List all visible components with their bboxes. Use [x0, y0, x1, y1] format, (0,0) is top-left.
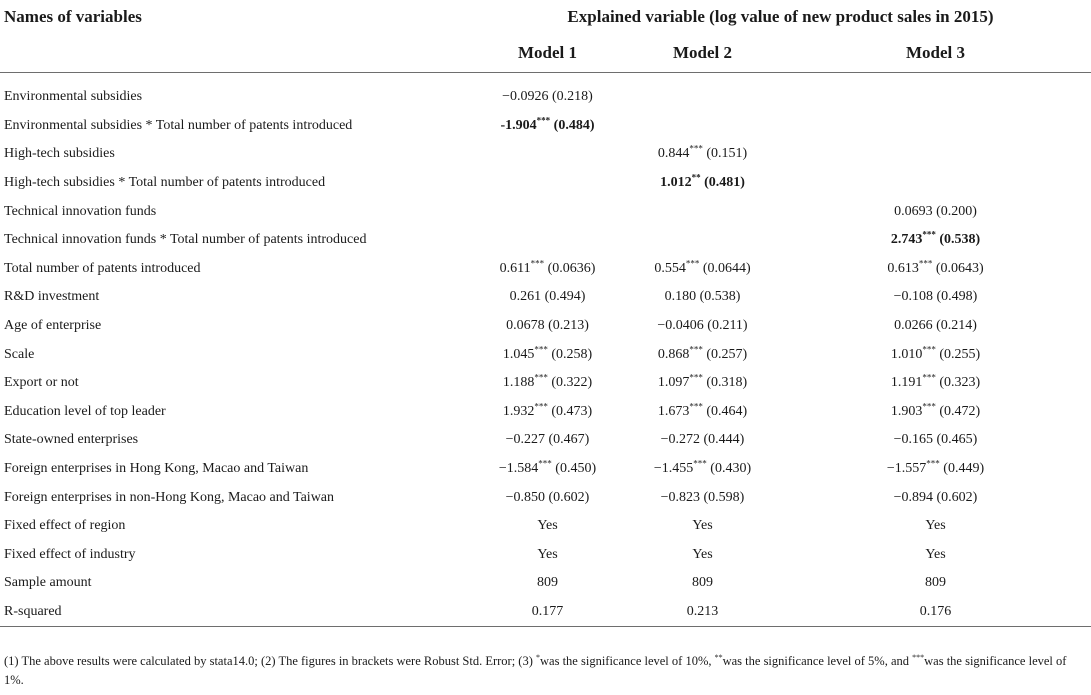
- blank-header-cell: [0, 34, 470, 73]
- coefficient: 0.868: [657, 346, 690, 362]
- model-1-value-cell: [470, 169, 625, 198]
- significance-stars: ***: [530, 258, 545, 269]
- model-1-value-cell: 809: [537, 575, 558, 591]
- standard-error: (0.322): [547, 375, 593, 391]
- model-3-value-cell: [780, 369, 1091, 398]
- variable-name-cell: Environmental subsidies * Total number of patents introduced: [4, 117, 353, 133]
- coefficient: 2.743: [890, 232, 923, 248]
- model-3-value-cell: [780, 398, 1091, 427]
- standard-error: (0.473): [547, 403, 593, 419]
- table-row: [0, 226, 1091, 255]
- header-row-1: [0, 0, 1091, 34]
- note-part-3: was the significance level of 5%, and: [722, 654, 913, 668]
- model-2-value-cell: [625, 226, 780, 255]
- model-3-header: Model 3: [905, 43, 966, 62]
- header-row-2: [0, 34, 1091, 73]
- standard-error: (0.318): [702, 375, 748, 391]
- model-2-value-cell: [625, 398, 780, 427]
- variable-name-cell: High-tech subsidies * Total number of patents introduced: [4, 175, 326, 191]
- model-2-value-cell: [625, 340, 780, 369]
- significance-stars: ***: [685, 258, 700, 269]
- significance-stars: ***: [534, 343, 548, 354]
- note-part-4: was the significance level of 1%.: [4, 654, 1067, 687]
- standard-error: (0.257): [702, 346, 748, 362]
- standard-error: (0.450): [551, 461, 597, 477]
- coefficient: 0.613: [887, 260, 919, 276]
- model-3-value-cell: [780, 255, 1091, 284]
- variable-name-cell: State-owned enterprises: [4, 432, 139, 448]
- standard-error: (0.0643): [932, 260, 984, 276]
- model-1-header: Model 1: [517, 43, 578, 62]
- model-2-value-cell: [625, 369, 780, 398]
- variable-name-cell: Technical innovation funds: [4, 203, 157, 219]
- standard-error: (0.255): [935, 346, 981, 362]
- model-1-value-cell: [470, 398, 625, 427]
- coefficient: −1.584: [498, 461, 539, 477]
- model-3-value-cell: [780, 112, 1091, 141]
- variable-name-cell: Foreign enterprises in non-Hong Kong, Macao and Taiwan: [4, 489, 335, 505]
- table-row: [0, 83, 1091, 112]
- standard-error: (0.472): [935, 403, 981, 419]
- model-1-value-cell: 0.177: [470, 598, 625, 627]
- table-row: [0, 455, 1091, 484]
- significance-stars: ***: [534, 372, 548, 383]
- model-1-value-cell: 0.261 (0.494): [509, 289, 586, 305]
- table-row: [0, 398, 1091, 427]
- table-row: [0, 426, 1091, 455]
- model-1-value-cell: [470, 197, 625, 226]
- standard-error: (0.538): [935, 232, 981, 248]
- model-3-value-cell: [780, 83, 1091, 112]
- model-1-value-cell: Yes: [537, 518, 558, 534]
- table-row: [0, 197, 1091, 226]
- model-3-value-cell: 0.0693 (0.200): [894, 203, 977, 219]
- coefficient: 1.097: [657, 375, 690, 391]
- coefficient: -1.904: [500, 117, 537, 133]
- table-body: [0, 73, 1091, 627]
- coefficient: 0.554: [654, 260, 686, 276]
- table-row: [0, 255, 1091, 284]
- table-row: [0, 340, 1091, 369]
- table-row: [0, 369, 1091, 398]
- standard-error: (0.0636): [544, 260, 596, 276]
- explained-variable-header: Explained variable (log value of new product sales in 2015): [567, 7, 994, 26]
- model-2-value-cell: [625, 83, 780, 112]
- model-3-value-cell: −0.894 (0.602): [893, 489, 978, 505]
- coefficient: 0.844: [657, 146, 690, 162]
- model-3-value-cell: [780, 226, 1091, 255]
- variable-name-cell: Technical innovation funds * Total number of patents introduced: [4, 232, 367, 248]
- model-2-value-cell: 809: [692, 575, 713, 591]
- table-row: [0, 169, 1091, 198]
- significance-stars: ***: [922, 372, 936, 383]
- significance-stars: ***: [926, 458, 940, 469]
- significance-stars: **: [691, 172, 701, 183]
- model-3-value-cell: [780, 455, 1091, 484]
- table-footnote: [4, 652, 1084, 690]
- model-1-value-cell: −0.0926 (0.218): [502, 89, 593, 105]
- coefficient: 1.932: [502, 403, 535, 419]
- standard-error: (0.484): [550, 117, 595, 133]
- spacer-row: [0, 73, 1091, 84]
- model-1-value-cell: [470, 255, 625, 284]
- variable-name-cell: Foreign enterprises in Hong Kong, Macao and Taiwan: [4, 461, 309, 477]
- table-row: [0, 598, 1091, 627]
- significance-stars: ***: [536, 115, 551, 126]
- significance-stars: ***: [918, 258, 933, 269]
- note-part-1: (1) The above results were calculated by stata14.0; (2) The figures in brackets were Robust Std. Error; (3): [4, 654, 537, 668]
- model-1-value-cell: [470, 226, 625, 255]
- model-2-header: Model 2: [672, 43, 733, 62]
- standard-error: (0.0644): [699, 260, 751, 276]
- model-1-value-cell: −0.227 (0.467): [505, 432, 590, 448]
- significance-stars: ***: [689, 401, 703, 412]
- model-3-value-cell: 0.176: [780, 598, 1091, 627]
- variable-name-cell: Scale: [4, 346, 35, 362]
- model-2-value-cell: Yes: [692, 518, 713, 534]
- table-row: [0, 140, 1091, 169]
- model-2-value-cell: [625, 112, 780, 141]
- table-row: [0, 112, 1091, 141]
- model-3-value-cell: [780, 340, 1091, 369]
- coefficient: 1.045: [502, 346, 535, 362]
- table-row: [0, 283, 1091, 312]
- model-3-value-cell: Yes: [925, 518, 946, 534]
- table-row: [0, 569, 1091, 598]
- model-2-value-cell: 0.180 (0.538): [664, 289, 741, 305]
- model-1-value-cell: [470, 140, 625, 169]
- model-2-value-cell: [625, 255, 780, 284]
- variable-name-cell: Export or not: [4, 375, 79, 391]
- significance-stars: ***: [689, 343, 703, 354]
- variable-name-cell: Total number of patents introduced: [4, 260, 201, 276]
- significance-stars: ***: [693, 458, 707, 469]
- model-2-value-cell: −0.823 (0.598): [660, 489, 745, 505]
- coefficient: 1.010: [890, 346, 923, 362]
- model-3-value-cell: −0.108 (0.498): [893, 289, 978, 305]
- note-star-2: **: [714, 652, 723, 662]
- coefficient: 1.188: [502, 375, 535, 391]
- variable-name-cell: Fixed effect of region: [4, 518, 126, 534]
- model-1-value-cell: [470, 455, 625, 484]
- model-1-value-cell: 0.0678 (0.213): [506, 318, 589, 334]
- variable-name-cell: Environmental subsidies: [4, 89, 143, 105]
- variable-name-cell: High-tech subsidies: [4, 146, 115, 162]
- significance-stars: ***: [922, 401, 936, 412]
- model-3-value-cell: [780, 169, 1091, 198]
- standard-error: (0.481): [700, 175, 745, 191]
- coefficient: 0.611: [499, 260, 531, 276]
- coefficient: −1.455: [653, 461, 694, 477]
- note-star-1: *: [536, 652, 541, 662]
- model-3-value-cell: Yes: [925, 546, 946, 562]
- table-row: [0, 512, 1091, 541]
- model-2-value-cell: [625, 197, 780, 226]
- significance-stars: ***: [922, 229, 936, 240]
- standard-error: (0.449): [939, 461, 985, 477]
- model-3-value-cell: [780, 140, 1091, 169]
- variable-name-cell: Fixed effect of industry: [4, 546, 136, 562]
- significance-stars: ***: [534, 401, 548, 412]
- model-2-value-cell: [625, 455, 780, 484]
- note-star-3: ***: [912, 652, 925, 662]
- model-2-value-cell: [625, 140, 780, 169]
- model-3-value-cell: 0.0266 (0.214): [894, 318, 977, 334]
- significance-stars: ***: [689, 372, 703, 383]
- significance-stars: ***: [538, 458, 552, 469]
- table-row: [0, 312, 1091, 341]
- model-3-value-cell: 809: [925, 575, 946, 591]
- standard-error: (0.151): [702, 146, 748, 162]
- standard-error: (0.464): [702, 403, 748, 419]
- variable-name-cell: Sample amount: [4, 575, 92, 591]
- note-part-2: was the significance level of 10%,: [540, 654, 715, 668]
- significance-stars: ***: [689, 143, 703, 154]
- model-1-value-cell: −0.850 (0.602): [505, 489, 590, 505]
- coefficient: −1.557: [886, 461, 927, 477]
- standard-error: (0.258): [547, 346, 593, 362]
- model-2-value-cell: 0.213: [625, 598, 780, 627]
- model-1-value-cell: [470, 112, 625, 141]
- variable-name-cell: Education level of top leader: [4, 403, 166, 419]
- coefficient: 1.191: [890, 375, 923, 391]
- model-1-value-cell: Yes: [537, 546, 558, 562]
- model-2-value-cell: −0.272 (0.444): [660, 432, 745, 448]
- variable-name-cell: Age of enterprise: [4, 318, 102, 334]
- table-row: [0, 541, 1091, 570]
- variable-name-cell: R-squared: [0, 598, 470, 627]
- model-2-value-cell: −0.0406 (0.211): [657, 318, 748, 334]
- names-of-variables-header: Names of variables: [4, 7, 142, 26]
- coefficient: 1.012: [660, 175, 692, 191]
- model-2-value-cell: [625, 169, 780, 198]
- model-3-value-cell: −0.165 (0.465): [893, 432, 978, 448]
- coefficient: 1.673: [657, 403, 690, 419]
- coefficient: 1.903: [890, 403, 923, 419]
- model-1-value-cell: [470, 369, 625, 398]
- standard-error: (0.430): [706, 461, 752, 477]
- model-2-value-cell: Yes: [692, 546, 713, 562]
- variable-name-cell: R&D investment: [4, 289, 100, 305]
- model-1-value-cell: [470, 340, 625, 369]
- significance-stars: ***: [922, 343, 936, 354]
- table-row: [0, 483, 1091, 512]
- standard-error: (0.323): [935, 375, 981, 391]
